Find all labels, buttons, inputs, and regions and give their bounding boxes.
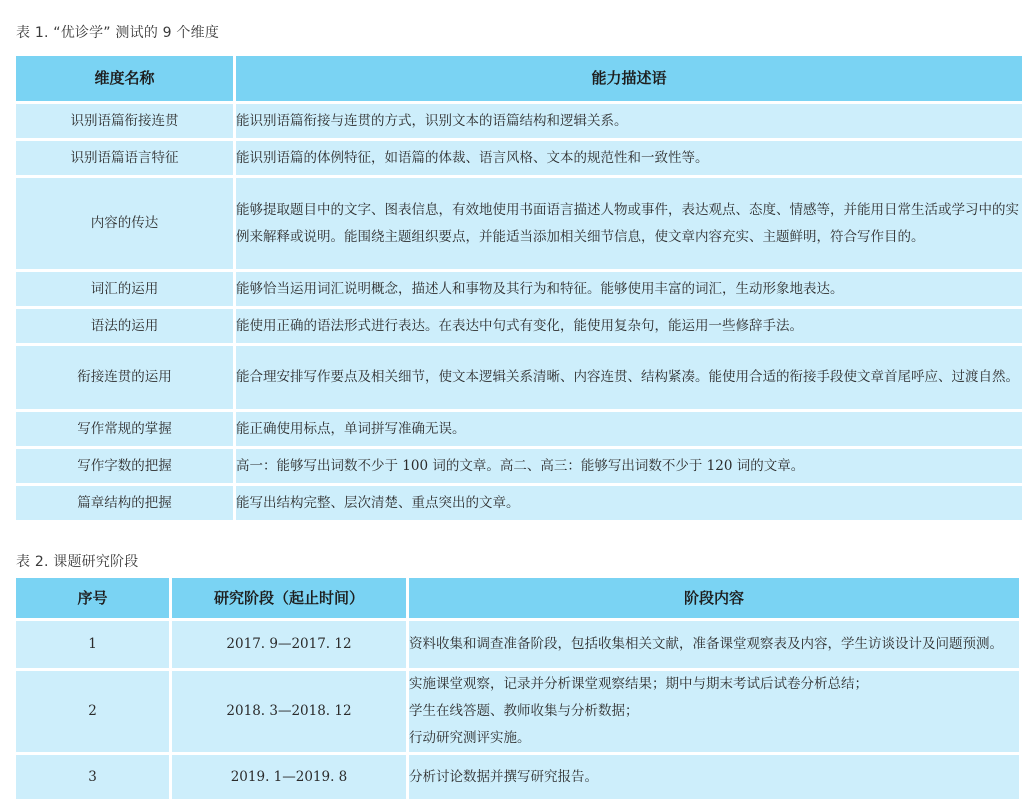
stage-number: 2: [16, 671, 172, 755]
stage-content-line: 实施课堂观察，记录并分析课堂观察结果；期中与期末考试后试卷分析总结；: [409, 676, 868, 692]
stage-content-line: 资料收集和调查准备阶段，包括收集相关文献，准备课堂观察表及内容，学生访谈设计及问题预测。: [409, 636, 1003, 652]
table1-caption: 表 1. “优诊学” 测试的 9 个维度: [16, 25, 220, 41]
table-header-row: [16, 56, 1022, 104]
dimensions-table: [16, 56, 1022, 523]
column-header-number: 序号: [16, 578, 172, 621]
table-row: [16, 671, 1019, 755]
table-row: [16, 449, 1022, 486]
dimension-name: 识别语篇语言特征: [16, 141, 236, 178]
dimension-description: 能够提取题目中的文字、图表信息，有效地使用书面语言描述人物或事件，表达观点、态度、情感等，并能用日常生活或学习中的实例来解释或说明。能围绕主题组织要点，并能适当添加相关细节信息，使文章内容充实、主题鲜明，符合写作目的。: [236, 178, 1022, 272]
table-row: [16, 104, 1022, 141]
dimension-description: 能识别语篇的体例特征，如语篇的体裁、语言风格、文本的规范性和一致性等。: [236, 141, 1022, 178]
table-row: [16, 412, 1022, 449]
column-header-content: 阶段内容: [409, 578, 1019, 621]
dimension-description: 能合理安排写作要点及相关细节，使文本逻辑关系清晰、内容连贯、结构紧凑。能使用合适的衔接手段使文章首尾呼应、过渡自然。: [236, 346, 1022, 412]
dimension-name: 衔接连贯的运用: [16, 346, 236, 412]
table-row: [16, 141, 1022, 178]
dimension-name: 词汇的运用: [16, 272, 236, 309]
table-header-row: [16, 578, 1019, 621]
dimension-description: 高一：能够写出词数不少于 100 词的文章。高二、高三：能够写出词数不少于 120 词的文章。: [236, 449, 1022, 486]
dimension-description: 能使用正确的语法形式进行表达。在表达中句式有变化，能使用复杂句，能运用一些修辞手法。: [236, 309, 1022, 346]
stage-content: [409, 621, 1019, 671]
table-row: [16, 486, 1022, 523]
stage-number: 3: [16, 755, 172, 802]
table-row: [16, 178, 1022, 272]
dimension-name: 内容的传达: [16, 178, 236, 272]
dimension-description: 能写出结构完整、层次清楚、重点突出的文章。: [236, 486, 1022, 523]
stage-period: 2018. 3—2018. 12: [172, 671, 409, 755]
table-row: [16, 272, 1022, 309]
stage-period: 2017. 9—2017. 12: [172, 621, 409, 671]
stage-content: [409, 671, 1019, 755]
table-row: [16, 621, 1019, 671]
column-header-period: 研究阶段（起止时间）: [172, 578, 409, 621]
dimension-description: 能正确使用标点，单词拼写准确无误。: [236, 412, 1022, 449]
stage-content-line: 学生在线答题、教师收集与分析数据；: [409, 703, 639, 719]
table-row: [16, 309, 1022, 346]
stage-number: 1: [16, 621, 172, 671]
table-row: [16, 755, 1019, 802]
stage-period: 2019. 1—2019. 8: [172, 755, 409, 802]
dimension-name: 写作常规的掌握: [16, 412, 236, 449]
research-stages-table: [16, 578, 1019, 802]
stage-content-line: 行动研究测评实施。: [409, 730, 531, 746]
stage-content: [409, 755, 1019, 802]
table-row: [16, 346, 1022, 412]
table2-caption: 表 2. 课题研究阶段: [16, 554, 139, 570]
dimension-name: 写作字数的把握: [16, 449, 236, 486]
column-header-description: 能力描述语: [236, 56, 1022, 104]
column-header-dimension: 维度名称: [16, 56, 236, 104]
dimension-name: 语法的运用: [16, 309, 236, 346]
dimension-name: 篇章结构的把握: [16, 486, 236, 523]
dimension-description: 能够恰当运用词汇说明概念，描述人和事物及其行为和特征。能够使用丰富的词汇，生动形象地表达。: [236, 272, 1022, 309]
dimension-description: 能识别语篇衔接与连贯的方式，识别文本的语篇结构和逻辑关系。: [236, 104, 1022, 141]
dimension-name: 识别语篇衔接连贯: [16, 104, 236, 141]
stage-content-line: 分析讨论数据并撰写研究报告。: [409, 768, 598, 785]
